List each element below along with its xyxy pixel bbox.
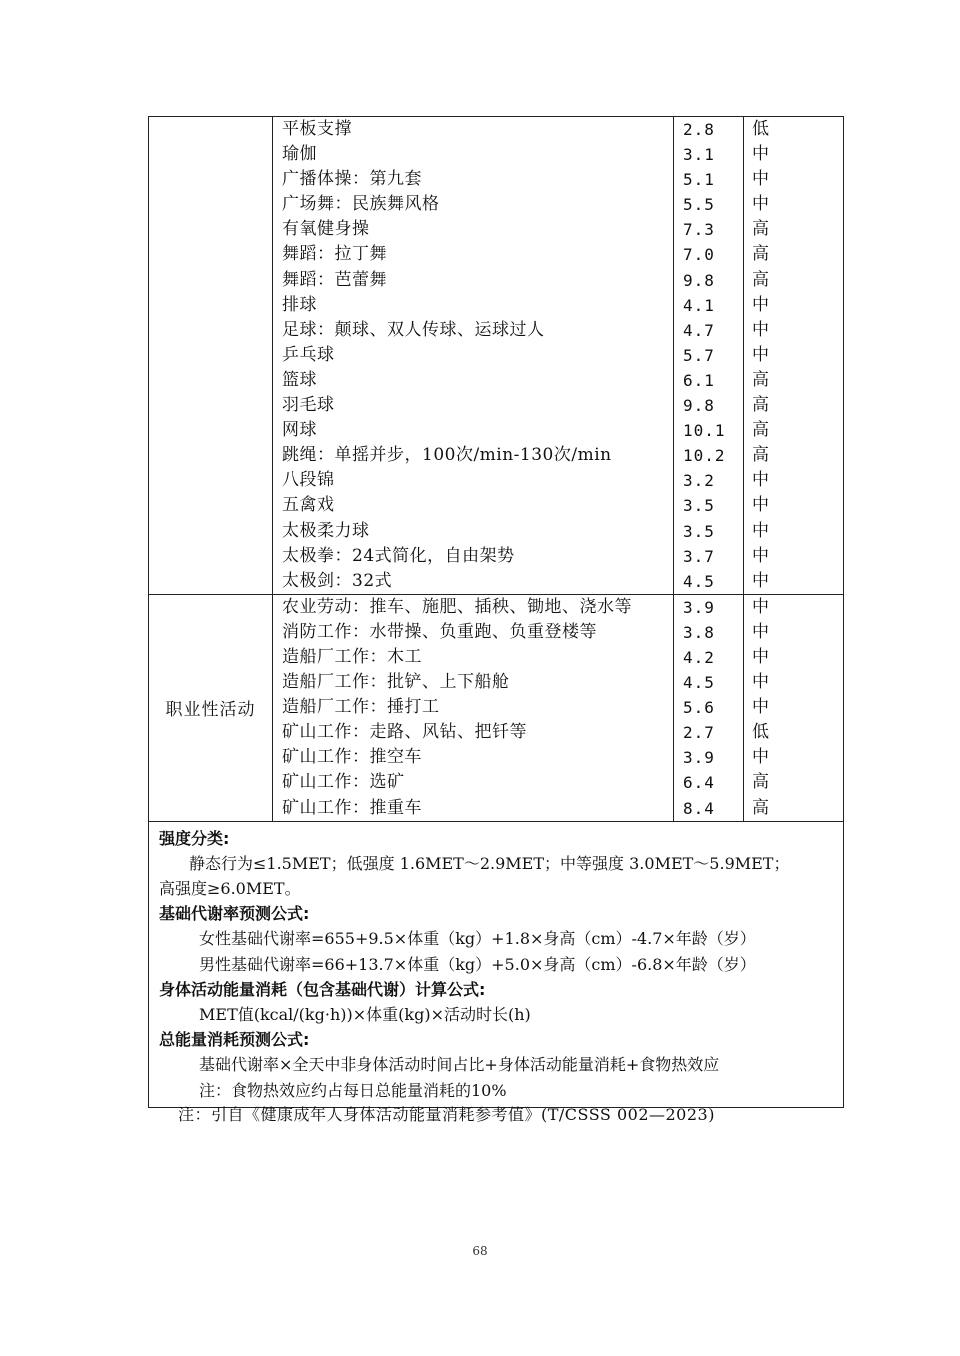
intensity-heading: 强度分类: <box>159 828 230 848</box>
table-row <box>273 595 843 620</box>
table-row <box>273 268 843 293</box>
met-value-cell: 3.5 <box>674 493 744 518</box>
energy-formula: MET值(kcal/(kg·h))×体重(kg)×活动时长(h) <box>199 1005 531 1025</box>
table-row <box>273 368 843 393</box>
met-value-cell: 2.7 <box>674 720 744 745</box>
table-row <box>273 620 843 645</box>
met-value-cell: 6.4 <box>674 770 744 795</box>
activity-cell: 广播体操：第九套 <box>273 167 674 192</box>
table-row <box>273 745 843 770</box>
intensity-level-cell: 高 <box>752 772 769 793</box>
activity-cell: 矿山工作：推重车 <box>273 796 674 821</box>
table-row <box>273 695 843 720</box>
intensity-level-cell: 中 <box>752 520 769 541</box>
intensity-level-cell: 中 <box>752 570 769 591</box>
met-value-cell: 4.7 <box>674 318 744 343</box>
intensity-level-cell: 中 <box>752 646 769 667</box>
intensity-level-cell: 高 <box>752 797 769 818</box>
met-value-cell: 4.2 <box>674 645 744 670</box>
intensity-level-cell: 中 <box>752 470 769 491</box>
activity-cell: 太极拳：24式简化，自由架势 <box>273 544 674 569</box>
met-value-cell: 3.5 <box>674 519 744 544</box>
source-note: 注：引自《健康成年人身体活动能量消耗参考值》(T/CSSS 002—2023) <box>178 1105 715 1124</box>
met-value-cell: 7.3 <box>674 217 744 242</box>
activity-cell: 矿山工作：走路、风钻、把钎等 <box>273 720 674 745</box>
intensity-line: 静态行为≤1.5MET；低强度 1.6MET～2.9MET；中等强度 3.0MET～5.9MET； <box>189 853 790 873</box>
intensity-level-cell: 中 <box>752 697 769 718</box>
met-value-cell: 3.9 <box>674 595 744 620</box>
activity-cell: 太极柔力球 <box>273 519 674 544</box>
activity-cell: 跳绳：单摇并步，100次/min-130次/min <box>273 443 674 468</box>
activity-cell: 排球 <box>273 293 674 318</box>
table-row <box>273 242 843 267</box>
activity-cell: 五禽戏 <box>273 493 674 518</box>
intensity-level-cell: 高 <box>752 395 769 416</box>
total-note: 注：食物热效应约占每日总能量消耗的10% <box>199 1080 507 1100</box>
activity-cell: 矿山工作：选矿 <box>273 770 674 795</box>
category-cell: 职业性活动 <box>149 595 273 821</box>
met-value-cell: 9.8 <box>674 268 744 293</box>
met-value-cell: 6.1 <box>674 368 744 393</box>
intensity-level-cell: 中 <box>752 672 769 693</box>
met-value-cell: 10.2 <box>674 443 744 468</box>
table-row <box>273 318 843 343</box>
total-heading: 总能量消耗预测公式: <box>159 1030 310 1050</box>
table-row <box>273 796 843 821</box>
met-value-cell: 4.1 <box>674 293 744 318</box>
met-value-cell: 3.2 <box>674 468 744 493</box>
intensity-level-cell: 高 <box>752 420 769 441</box>
activity-cell: 农业劳动：推车、施肥、插秧、锄地、浇水等 <box>273 595 674 620</box>
activity-cell: 网球 <box>273 418 674 443</box>
intensity-level-cell: 低 <box>752 722 769 743</box>
activity-cell: 平板支撑 <box>273 117 674 142</box>
table-row <box>273 192 843 217</box>
activity-cell: 造船厂工作：捶打工 <box>273 695 674 720</box>
intensity-level-cell: 中 <box>752 319 769 340</box>
bmr-male-formula: 男性基础代谢率=66+13.7×体重（kg）+5.0×身高（cm）-6.8×年龄（岁） <box>199 954 756 974</box>
met-value-cell: 3.9 <box>674 745 744 770</box>
met-value-cell: 5.5 <box>674 192 744 217</box>
table-row <box>273 217 843 242</box>
table-row <box>273 418 843 443</box>
activity-cell: 乒乓球 <box>273 343 674 368</box>
bmr-female-formula: 女性基础代谢率=655+9.5×体重（kg）+1.8×身高（cm）-4.7×年龄（岁） <box>199 929 756 949</box>
intensity-level-cell: 高 <box>752 369 769 390</box>
met-value-cell: 9.8 <box>674 393 744 418</box>
table-row <box>273 493 843 518</box>
table-row <box>273 117 843 142</box>
intensity-level-cell: 高 <box>752 269 769 290</box>
met-table <box>148 116 844 1108</box>
table-row <box>273 544 843 569</box>
activity-cell: 足球：颠球、双人传球、运球过人 <box>273 318 674 343</box>
met-value-cell: 7.0 <box>674 242 744 267</box>
met-value-cell: 10.1 <box>674 418 744 443</box>
intensity-level-cell: 中 <box>752 294 769 315</box>
met-value-cell: 4.5 <box>674 569 744 594</box>
met-value-cell: 3.8 <box>674 620 744 645</box>
intensity-level-cell: 中 <box>752 621 769 642</box>
bmr-heading: 基础代谢率预测公式: <box>159 904 310 924</box>
table-row <box>273 343 843 368</box>
table-row <box>273 670 843 695</box>
intensity-line: 高强度≥6.0MET。 <box>159 879 301 899</box>
met-value-cell: 3.7 <box>674 544 744 569</box>
table-row <box>273 720 843 745</box>
total-formula: 基础代谢率×全天中非身体活动时间占比+身体活动能量消耗+食物热效应 <box>199 1055 720 1075</box>
intensity-level-cell: 中 <box>752 194 769 215</box>
intensity-level-cell: 中 <box>752 169 769 190</box>
intensity-level-cell: 中 <box>752 344 769 365</box>
activity-cell: 太极剑：32式 <box>273 569 674 594</box>
section-rows <box>273 595 843 821</box>
category-cell <box>149 117 273 594</box>
intensity-level-cell: 高 <box>752 219 769 240</box>
table-row <box>273 519 843 544</box>
activity-cell: 舞蹈：拉丁舞 <box>273 242 674 267</box>
met-value-cell: 3.1 <box>674 142 744 167</box>
intensity-level-cell: 高 <box>752 445 769 466</box>
table-row <box>273 293 843 318</box>
met-value-cell: 4.5 <box>674 670 744 695</box>
activity-cell: 八段锦 <box>273 468 674 493</box>
intensity-level-cell: 中 <box>752 144 769 165</box>
activity-cell: 造船厂工作：批铲、上下船舱 <box>273 670 674 695</box>
met-value-cell: 5.7 <box>674 343 744 368</box>
intensity-level-cell: 低 <box>752 119 769 139</box>
table-row <box>273 468 843 493</box>
section-rows <box>273 117 843 594</box>
intensity-level-cell: 中 <box>752 545 769 566</box>
activity-cell: 有氧健身操 <box>273 217 674 242</box>
activity-cell: 瑜伽 <box>273 142 674 167</box>
intensity-level-cell: 中 <box>752 747 769 768</box>
notes-block <box>149 822 843 1107</box>
table-row <box>273 443 843 468</box>
table-row <box>273 645 843 670</box>
page-number: 68 <box>472 1244 488 1258</box>
intensity-level-cell: 中 <box>752 495 769 516</box>
activity-cell: 造船厂工作：木工 <box>273 645 674 670</box>
met-value-cell: 5.6 <box>674 695 744 720</box>
activity-cell: 广场舞：民族舞风格 <box>273 192 674 217</box>
table-section-sports <box>149 117 843 595</box>
activity-cell: 篮球 <box>273 368 674 393</box>
intensity-level-cell: 中 <box>752 596 769 617</box>
table-row <box>273 569 843 594</box>
activity-cell: 羽毛球 <box>273 393 674 418</box>
met-value-cell: 5.1 <box>674 167 744 192</box>
activity-cell: 舞蹈：芭蕾舞 <box>273 268 674 293</box>
table-row <box>273 142 843 167</box>
table-section-occupational <box>149 595 843 822</box>
intensity-level-cell: 高 <box>752 244 769 265</box>
met-value-cell: 8.4 <box>674 796 744 821</box>
activity-cell: 消防工作：水带操、负重跑、负重登楼等 <box>273 620 674 645</box>
table-row <box>273 770 843 795</box>
energy-heading: 身体活动能量消耗（包含基础代谢）计算公式: <box>159 979 486 999</box>
table-row <box>273 393 843 418</box>
met-value-cell: 2.8 <box>674 117 744 142</box>
activity-cell: 矿山工作：推空车 <box>273 745 674 770</box>
table-row <box>273 167 843 192</box>
